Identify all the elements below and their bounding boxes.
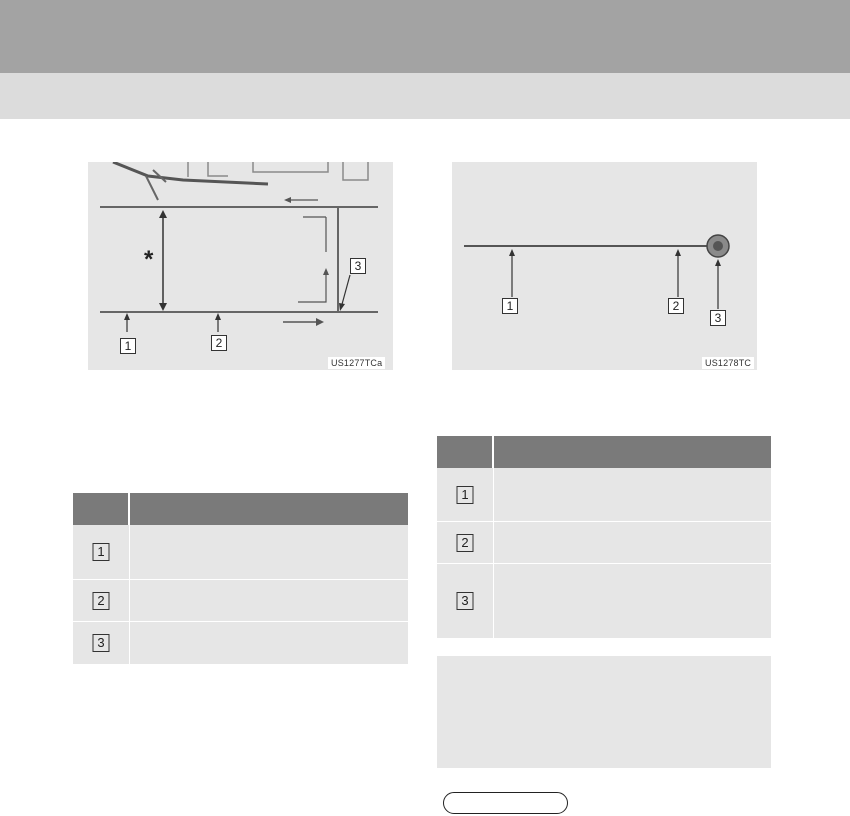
figure-right-caption: US1278TC (702, 357, 754, 369)
row-number-box: 3 (457, 592, 474, 610)
row-number-box: 1 (93, 543, 110, 561)
table-row (437, 564, 771, 639)
table-num-cell (73, 622, 130, 664)
figure-left-callout-3: 3 (350, 258, 366, 274)
table-right (437, 436, 771, 639)
table-row (73, 580, 408, 622)
figure-right-diagram (452, 162, 757, 370)
table-row (73, 622, 408, 665)
table-row (73, 525, 408, 580)
note-box (437, 656, 771, 768)
chapter-header-band (0, 0, 850, 73)
table-num-cell (73, 525, 130, 579)
row-number-box: 1 (457, 486, 474, 504)
table-num-cell (437, 468, 494, 521)
table-row (437, 522, 771, 564)
row-number-box: 2 (457, 534, 474, 552)
table-right-header (437, 436, 771, 468)
table-row (437, 468, 771, 522)
section-header-band (0, 73, 850, 119)
table-left (73, 493, 408, 665)
table-num-cell (73, 580, 130, 621)
table-right-header-num-cell (437, 436, 494, 468)
figure-left-callout-2: 2 (211, 335, 227, 351)
figure-left-caption: US1277TCa (328, 357, 385, 369)
figure-left-asterisk: * (144, 246, 154, 273)
figure-right-callout-3: 3 (710, 310, 726, 326)
section-tab-pill (443, 792, 568, 814)
figure-left-photo (88, 162, 393, 370)
row-number-box: 3 (93, 634, 110, 652)
table-left-header (73, 493, 408, 525)
figure-right-callout-1: 1 (502, 298, 518, 314)
table-num-cell (437, 522, 494, 563)
figure-right-callout-2: 2 (668, 298, 684, 314)
figure-right-photo (452, 162, 757, 370)
table-num-cell (437, 564, 494, 638)
table-left-header-num-cell (73, 493, 130, 525)
row-number-box: 2 (93, 592, 110, 610)
figure-left-callout-1: 1 (120, 338, 136, 354)
